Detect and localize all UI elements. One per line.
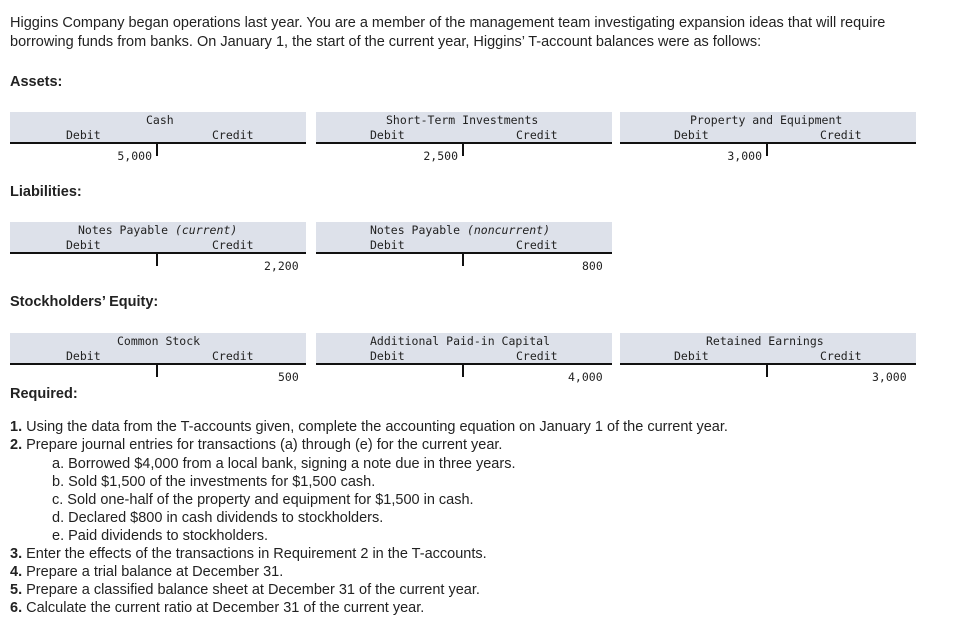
t-account-header xyxy=(10,333,306,363)
transaction-d: d. Declared $800 in cash dividends to stockholders. xyxy=(52,510,384,526)
credit-balance: 3,000 xyxy=(872,370,907,384)
debit-label: Debit xyxy=(674,349,709,363)
account-title: Notes Payable (current) xyxy=(78,223,238,237)
t-account-rule xyxy=(316,142,612,144)
requirement-5: 5. Prepare a classified balance sheet at December 31 of the current year. xyxy=(10,582,480,598)
transaction-b: b. Sold $1,500 of the investments for $1,500 cash. xyxy=(52,474,376,490)
credit-balance: 500 xyxy=(278,370,299,384)
account-title: Property and Equipment xyxy=(690,113,843,127)
t-account-header xyxy=(10,222,306,252)
credit-label: Credit xyxy=(516,128,558,142)
account-title: Common Stock xyxy=(117,334,201,348)
account-title: Notes Payable (noncurrent) xyxy=(370,223,551,237)
credit-label: Credit xyxy=(516,349,558,363)
credit-balance: 800 xyxy=(582,259,603,273)
intro-paragraph: Higgins Company began operations last year. You are a member of the management team investigating expansion ideas that will require borrowing funds from banks. On January 1, the start of the current year, Higgins’ T-account balances were as follows: xyxy=(10,15,886,50)
t-account-notes-payable-noncurrent xyxy=(316,222,612,286)
t-account-short-term-investments xyxy=(316,112,612,176)
credit-balance: 2,200 xyxy=(264,259,299,273)
t-account-cash xyxy=(10,112,306,176)
transaction-c: c. Sold one-half of the property and equipment for $1,500 in cash. xyxy=(52,492,474,508)
t-account-rule xyxy=(10,363,306,365)
required-heading: Required: xyxy=(10,386,78,402)
debit-label: Debit xyxy=(66,349,101,363)
account-title: Retained Earnings xyxy=(706,334,824,348)
t-account-header xyxy=(316,222,612,252)
liabilities-heading: Liabilities: xyxy=(10,184,82,200)
t-account-divider xyxy=(462,143,464,156)
t-account-rule xyxy=(316,252,612,254)
t-account-rule xyxy=(316,363,612,365)
t-account-header xyxy=(10,112,306,142)
credit-label: Credit xyxy=(820,128,862,142)
t-account-divider xyxy=(156,253,158,266)
credit-label: Credit xyxy=(516,238,558,252)
t-account-divider xyxy=(462,253,464,266)
t-account-header xyxy=(316,333,612,363)
credit-label: Credit xyxy=(212,238,254,252)
debit-label: Debit xyxy=(66,128,101,142)
t-account-retained-earnings xyxy=(620,333,916,397)
credit-label: Credit xyxy=(820,349,862,363)
transaction-e: e. Paid dividends to stockholders. xyxy=(52,528,269,544)
equity-heading: Stockholders’ Equity: xyxy=(10,294,159,310)
t-account-divider xyxy=(766,364,768,377)
t-account-divider xyxy=(156,143,158,156)
credit-balance: 4,000 xyxy=(568,370,603,384)
account-title: Cash xyxy=(146,113,174,127)
account-title: Short-Term Investments xyxy=(386,113,539,127)
requirement-1: 1. Using the data from the T-accounts given, complete the accounting equation on January 1 of the current year. xyxy=(10,419,728,435)
requirement-6: 6. Calculate the current ratio at December 31 of the current year. xyxy=(10,600,425,616)
debit-label: Debit xyxy=(370,128,405,142)
t-account-property-and-equipment xyxy=(620,112,916,176)
debit-balance: 3,000 xyxy=(727,149,762,163)
requirement-3: 3. Enter the effects of the transactions in Requirement 2 in the T-accounts. xyxy=(10,546,487,562)
t-account-additional-paid-in-capital xyxy=(316,333,612,397)
t-account-divider xyxy=(766,143,768,156)
debit-label: Debit xyxy=(370,238,405,252)
t-account-header xyxy=(620,112,916,142)
t-account-rule xyxy=(10,142,306,144)
debit-label: Debit xyxy=(370,349,405,363)
t-account-divider xyxy=(462,364,464,377)
account-title: Additional Paid-in Capital xyxy=(370,334,551,348)
assets-heading: Assets: xyxy=(10,74,63,90)
t-account-rule xyxy=(620,363,916,365)
credit-label: Credit xyxy=(212,349,254,363)
debit-label: Debit xyxy=(674,128,709,142)
debit-balance: 5,000 xyxy=(117,149,152,163)
t-account-rule xyxy=(620,142,916,144)
debit-balance: 2,500 xyxy=(423,149,458,163)
t-account-notes-payable-current xyxy=(10,222,306,286)
t-account-header xyxy=(316,112,612,142)
t-account-rule xyxy=(10,252,306,254)
debit-label: Debit xyxy=(66,238,101,252)
transaction-a: a. Borrowed $4,000 from a local bank, signing a note due in three years. xyxy=(52,456,516,472)
requirement-2: 2. Prepare journal entries for transactions (a) through (e) for the current year. xyxy=(10,437,503,453)
credit-label: Credit xyxy=(212,128,254,142)
t-account-divider xyxy=(156,364,158,377)
requirement-4: 4. Prepare a trial balance at December 31. xyxy=(10,564,284,580)
t-account-header xyxy=(620,333,916,363)
